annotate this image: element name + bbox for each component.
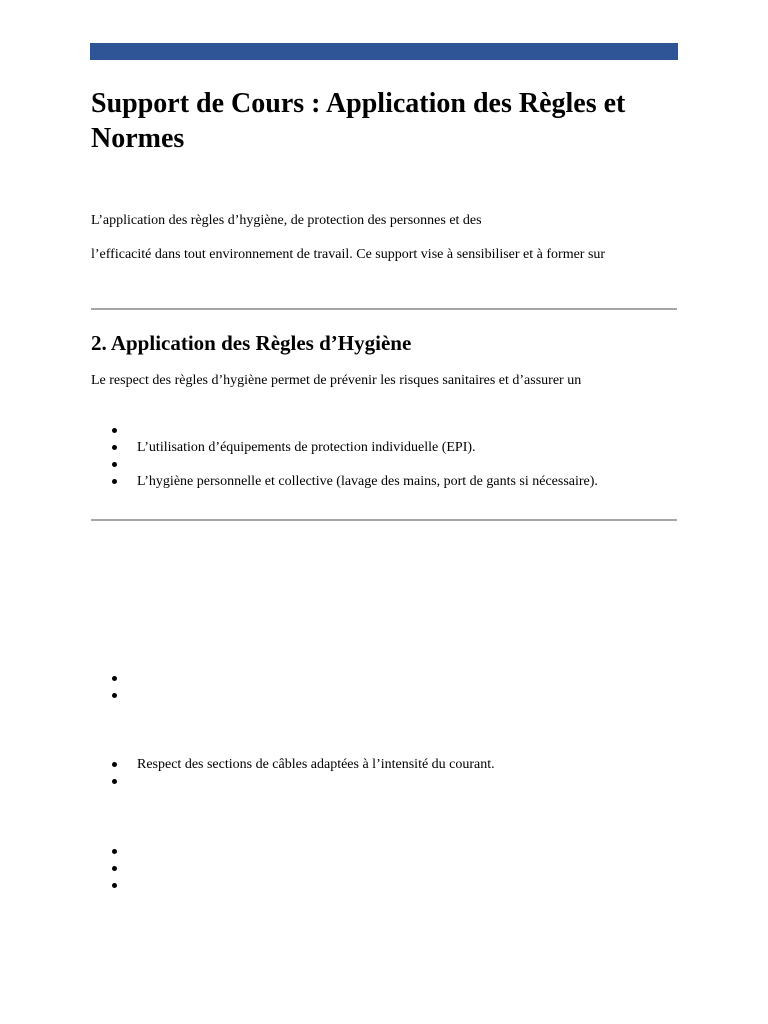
section-heading: 2. Application des Règles d’Hygiène — [91, 331, 412, 355]
bullet-icon — [112, 883, 117, 888]
bullet-icon — [112, 676, 117, 681]
section-divider — [91, 519, 677, 521]
section-divider — [91, 308, 677, 310]
list-item-text: L’utilisation d’équipements de protection individuelle (EPI). — [137, 440, 476, 455]
bullet-icon — [112, 462, 117, 467]
bullet-icon — [112, 762, 117, 767]
bullet-icon — [112, 428, 117, 433]
section-paragraph: Le respect des règles d’hygiène permet de prévenir les risques sanitaires et d’assurer un — [91, 373, 582, 388]
bullet-icon — [112, 445, 117, 450]
document-title: Support de Cours : Application des Règles et Normes — [91, 88, 626, 154]
bullet-icon — [112, 866, 117, 871]
list-item-text: Respect des sections de câbles adaptées à l’intensité du courant. — [137, 757, 495, 772]
bullet-icon — [112, 693, 117, 698]
intro-line-1: L’application des règles d’hygiène, de protection des personnes et des — [91, 213, 482, 228]
bullet-icon — [112, 849, 117, 854]
header-accent-bar — [90, 43, 678, 60]
bullet-icon — [112, 779, 117, 784]
bullet-icon — [112, 479, 117, 484]
list-item-text: L’hygiène personnelle et collective (lavage des mains, port de gants si nécessaire). — [137, 474, 598, 489]
intro-line-2: l’efficacité dans tout environnement de travail. Ce support vise à sensibiliser et à former sur — [91, 247, 606, 262]
